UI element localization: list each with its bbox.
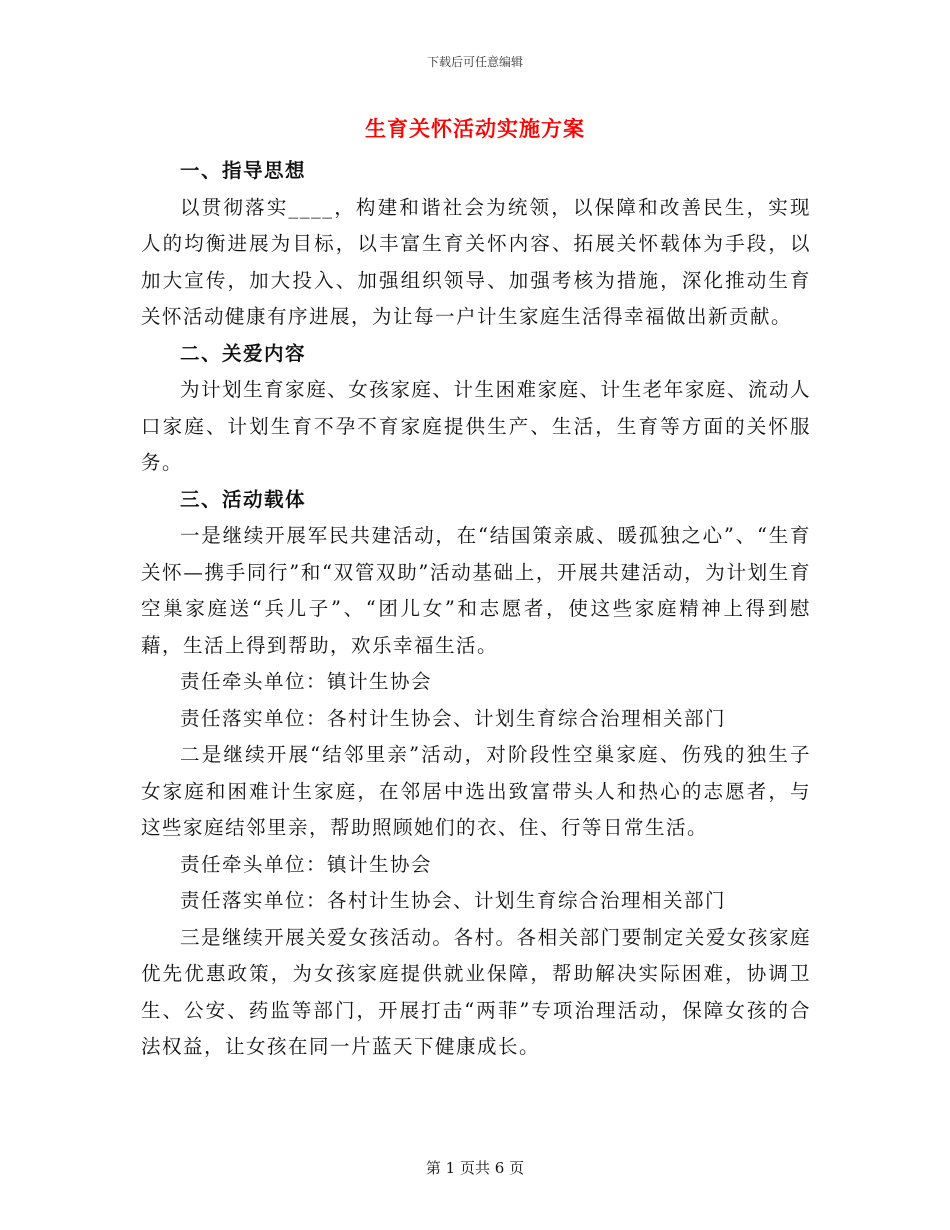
responsible-lead-unit: 责任牵头单位：镇计生协会 xyxy=(180,670,433,693)
page-header: 下载后可任意编辑 xyxy=(426,55,523,69)
responsible-implementing-unit: 责任落实单位：各村计生协会、计划生育综合治理相关部门 xyxy=(180,889,727,912)
document-body xyxy=(141,153,811,1066)
section-heading-guiding-ideology: 一、指导思想 xyxy=(180,159,307,182)
section-heading-care-content: 二、关爱内容 xyxy=(180,341,307,365)
paragraph: 二是继续开展“结邻里亲”活动，对阶段性空巢家庭、伤残的独生子女家庭和困难计生家庭，在邻居中选出致富带头人和热心的志愿者，与这些家庭结邻里亲，帮助照顾她们的衣、住、行等日常生活。 xyxy=(141,743,811,839)
responsible-lead-unit: 责任牵头单位：镇计生协会 xyxy=(180,852,433,876)
paragraph: 一是继续开展军民共建活动，在“结国策亲戚、暖孤独之心”、“生育关怀—携手同行”和“双管双助”活动基础上，开展共建活动，为计划生育空巢家庭送“兵儿子”、“团儿女”和志愿者，使这些家庭精神上得到慰藉，生活上得到帮助，欢乐幸福生活。 xyxy=(141,524,811,657)
page-number: 第 1 页共 6 页 xyxy=(425,1159,525,1177)
section-heading-activity-carriers: 三、活动载体 xyxy=(180,487,307,511)
paragraph: 为计划生育家庭、女孩家庭、计生困难家庭、计生老年家庭、流动人口家庭、计划生育不孕不育家庭提供生产、生活，生育等方面的关怀服务。 xyxy=(141,378,811,474)
paragraph: 三是继续开展关爱女孩活动。各村。各相关部门要制定关爱女孩家庭优先优惠政策，为女孩家庭提供就业保障，帮助解决实际困难，协调卫生、公安、药监等部门，开展打击“两菲”专项治理活动，保障女孩的合法权益，让女孩在同一片蓝天下健康成长。 xyxy=(141,925,811,1058)
paragraph: 以贯彻落实____，构建和谐社会为统领，以保障和改善民生，实现人的均衡进展为目标，以丰富生育关怀内容、拓展关怀载体为手段，以加大宣传，加大投入、加强组织领导、加强考核为措施，深化推动生育关怀活动健康有序进展，为让每一户计生家庭生活得幸福做出新贡献。 xyxy=(141,195,811,328)
responsible-implementing-unit: 责任落实单位：各村计生协会、计划生育综合治理相关部门 xyxy=(180,706,727,730)
document-title: 生育关怀活动实施方案 xyxy=(365,116,585,141)
